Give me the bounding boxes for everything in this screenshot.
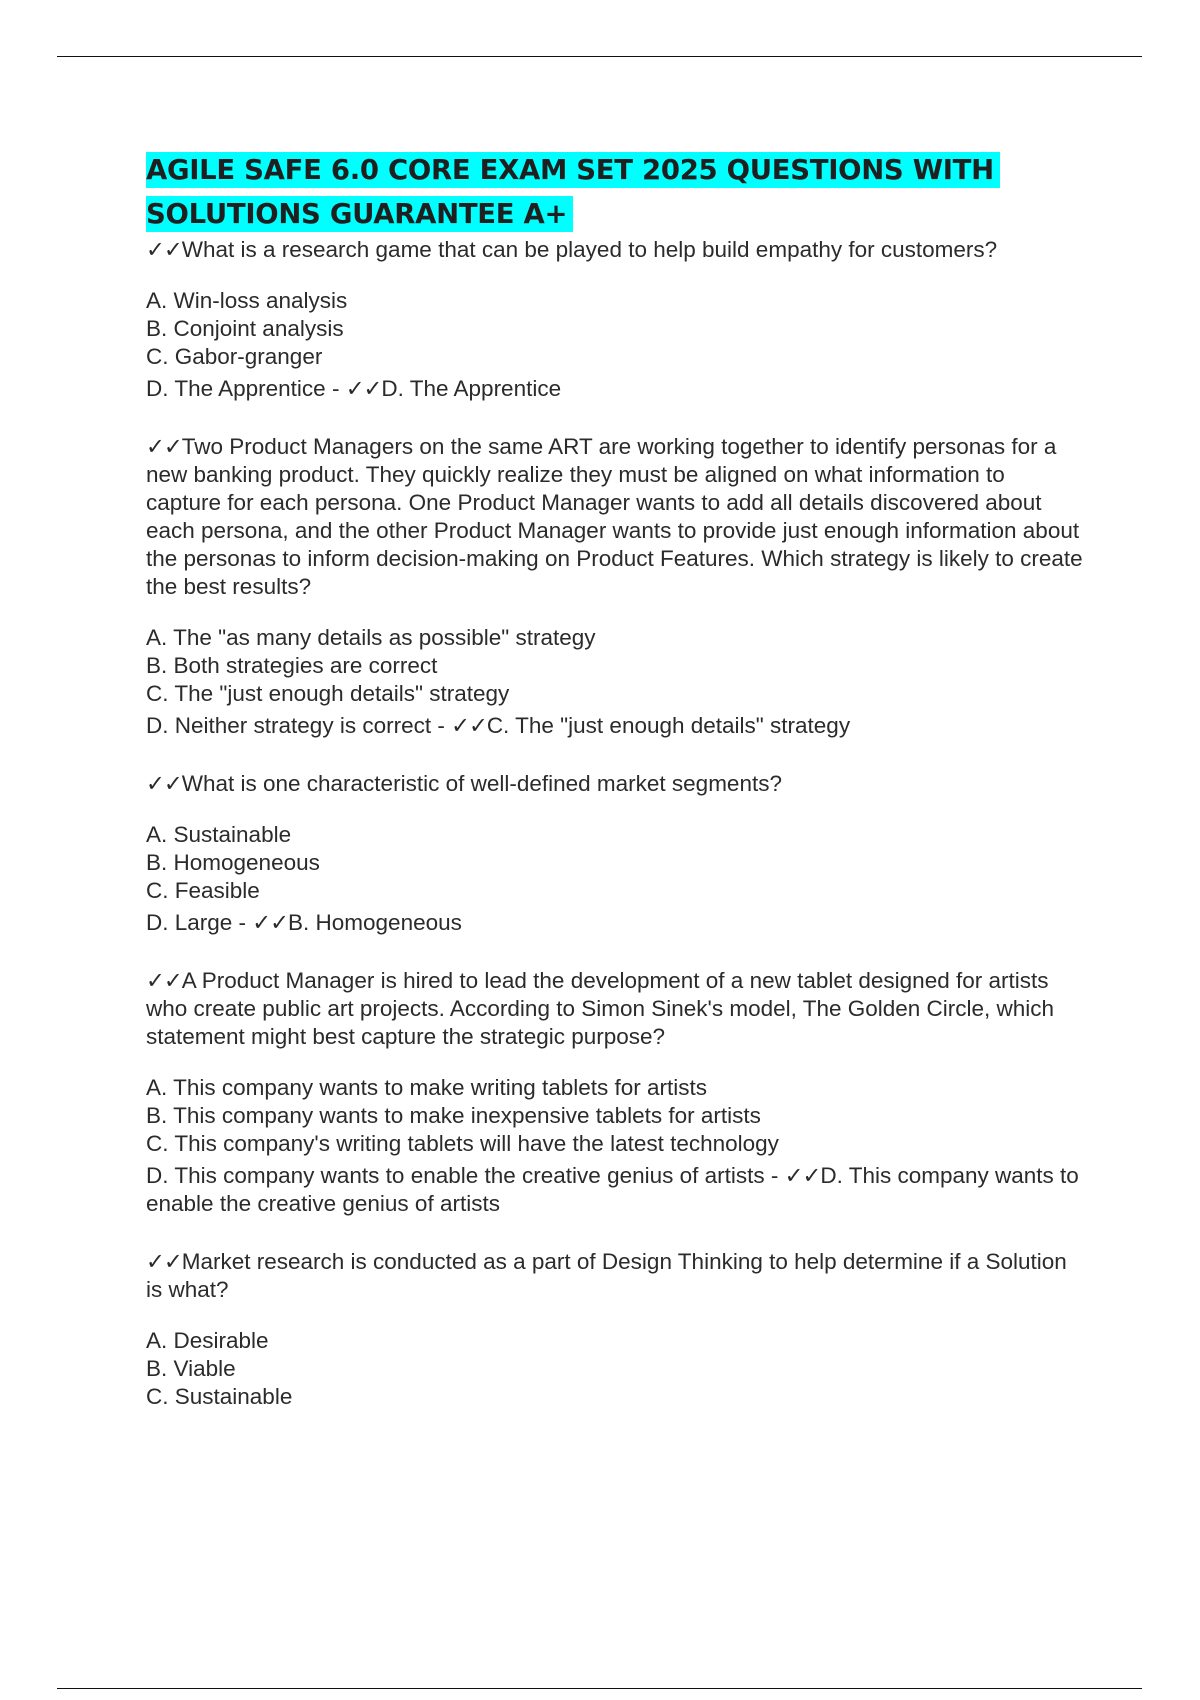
option-item: B. This company wants to make inexpensive tablets for artists xyxy=(146,1103,761,1128)
question-text: ✓✓What is one characteristic of well-defined market segments? xyxy=(146,771,782,796)
check-mark-icon: ✓✓ xyxy=(146,771,182,796)
document-body xyxy=(146,148,1086,1441)
option-item-with-answer: D. The Apprentice - ✓✓D. The Apprentice xyxy=(146,376,562,401)
option-item: C. Sustainable xyxy=(146,1384,293,1409)
option-item: A. Sustainable xyxy=(146,822,292,847)
option-item: C. Feasible xyxy=(146,878,260,903)
check-mark-icon: ✓✓ xyxy=(252,910,289,935)
option-item-with-answer: D. This company wants to enable the creative genius of artists - ✓✓D. This company wants to enable the creative genius of artists xyxy=(146,1163,1079,1216)
footer-rule xyxy=(57,1688,1142,1689)
option-item: B. Viable xyxy=(146,1356,236,1381)
option-list xyxy=(146,287,1086,403)
question-block xyxy=(146,770,1086,937)
option-item: A. The "as many details as possible" strategy xyxy=(146,625,596,650)
answer-text: D. This company wants to enable the creative genius of artists xyxy=(146,1163,1079,1216)
question-block xyxy=(146,236,1086,403)
check-mark-icon: ✓✓ xyxy=(451,713,487,738)
option-item-with-answer: D. Neither strategy is correct - ✓✓C. The "just enough details" strategy xyxy=(146,713,851,738)
check-mark-icon: ✓✓ xyxy=(146,237,182,262)
option-item: C. The "just enough details" strategy xyxy=(146,681,510,706)
question-text: ✓✓Market research is conducted as a part of Design Thinking to help determine if a Solution is what? xyxy=(146,1249,1067,1302)
document-title xyxy=(146,148,1086,236)
option-item: A. Desirable xyxy=(146,1328,269,1353)
title-highlight: AGILE SAFE 6.0 CORE EXAM SET 2025 QUESTIONS WITH SOLUTIONS GUARANTEE A+ xyxy=(146,152,1000,232)
option-item: B. Homogeneous xyxy=(146,850,320,875)
option-item-with-answer: D. Large - ✓✓B. Homogeneous xyxy=(146,910,462,935)
question-text: ✓✓Two Product Managers on the same ART are working together to identify personas for a new banking product. They quickly realize they must be aligned on what information to capture for each persona. One Product Manager wants to add all details discovered about each persona, and the other Product Manager wants to provide just enough information about the personas to inform decision-making on Product Features. Which strategy is likely to create the best results? xyxy=(146,434,1083,599)
check-mark-icon: ✓✓ xyxy=(345,376,382,401)
option-item: C. Gabor-granger xyxy=(146,344,323,369)
option-list xyxy=(146,1074,1086,1218)
option-item: C. This company's writing tablets will have the latest technology xyxy=(146,1131,779,1156)
option-item: A. Win-loss analysis xyxy=(146,288,348,313)
option-list xyxy=(146,1327,1086,1411)
check-mark-icon: ✓✓ xyxy=(784,1163,821,1188)
option-list xyxy=(146,624,1086,740)
answer-text: B. Homogeneous xyxy=(288,910,462,935)
header-rule xyxy=(57,56,1142,57)
check-mark-icon: ✓✓ xyxy=(146,1249,182,1274)
question-text: ✓✓A Product Manager is hired to lead the development of a new tablet designed for artists who create public art projects. According to Simon Sinek's model, The Golden Circle, which statement might best capture the strategic purpose? xyxy=(146,968,1055,1049)
question-block xyxy=(146,967,1086,1218)
option-item: B. Both strategies are correct xyxy=(146,653,438,678)
answer-text: D. The Apprentice xyxy=(381,376,562,401)
option-list xyxy=(146,821,1086,937)
check-mark-icon: ✓✓ xyxy=(146,968,182,993)
answer-text: C. The "just enough details" strategy xyxy=(486,713,851,738)
question-block xyxy=(146,1248,1086,1411)
option-item: A. This company wants to make writing tablets for artists xyxy=(146,1075,708,1100)
check-mark-icon: ✓✓ xyxy=(146,434,182,459)
question-block xyxy=(146,433,1086,740)
option-item: B. Conjoint analysis xyxy=(146,316,344,341)
question-text: ✓✓What is a research game that can be played to help build empathy for customers? xyxy=(146,237,998,262)
